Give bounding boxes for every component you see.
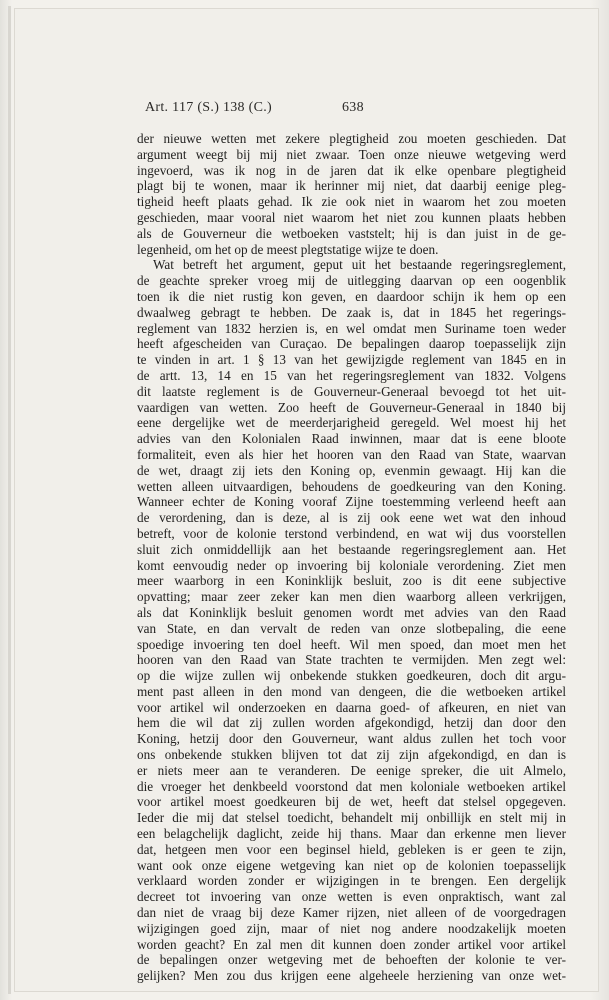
text-line: sluit zich onmiddellijk aan het bestaande regeringsreglement aan. Het [137,541,566,557]
text-line: argument weegt bij mij niet zwaar. Toen onze nieuwe wetgeving werd [137,146,566,162]
text-line: Ieder die mij dat stelsel toedicht, behandelt mij onbillijk en stelt mij in [137,810,566,826]
text-line: decreet tot invoering van onze wetten is even onpraktisch, want zal [137,889,566,905]
text-line: voor artikel moest goedkeuren bij de wet, heeft dat stelsel opgegeven. [137,794,566,810]
article-reference: Art. 117 (S.) 138 (C.) [145,100,273,115]
text-line: van State, en dan vervalt de reden van onze slotbepaling, die eene [137,620,566,636]
text-line: te vinden in art. 1 § 13 van het gewijzigde reglement van 1845 en in [137,352,566,368]
text-line: opvatting; maar zeer zeker kan men dien waarborg alleen verkrijgen, [137,589,566,605]
text-line: als dat Koninklijk besluit genomen wordt met advies van den Raad [137,604,566,620]
text-line: verklaard worden zonder er wijzigingen in te brengen. Een dergelijk [137,873,566,889]
text-line: betreft, voor de kolonie terstond verbindend, en wat wij dus voorstellen [137,525,566,541]
text-line: hem die wil dat zij zullen worden afgekondigd, hetzij dan door den [137,715,566,731]
text-line: plagt bij te wonen, maar ik herinner mij niet, dat daarbij eenige pleg- [137,178,566,194]
text-line: Koning, hetzij door den Gouverneur, want aldus zullen het toch voor [137,731,566,747]
text-line: voor artikel wil onderzoeken en daarna goed- of afkeuren, en niet van [137,699,566,715]
text-line: hooren van den Raad van State trachten te vermijden. Men zegt wel: [137,652,566,668]
body-text [137,131,566,984]
text-line: toen ik die niet rustig kon geven, en daardoor schijn ik hem op een [137,288,566,304]
text-line: ingevoerd, was ik nog in de jaren dat ik elke openbare plegtigheid [137,162,566,178]
page-number: 638 [342,100,364,115]
text-line: legenheid, om het op de meest plegtstatige wijze te doen. [137,241,439,257]
text-line: een belagchelijk daglicht, zeide hij thans. Maar dan erkenne men liever [137,826,566,842]
text-line: wijzigingen goed zijn, maar of niet nog andere noodzakelijk moeten [137,920,566,936]
text-line: komt eenvoudig neder op invoering bij koloniale verordening. Ziet men [137,557,566,573]
text-line: heeft afgescheiden van Curaçao. De bepalingen daarop toepasselijk zijn [137,336,566,352]
text-line: advies van den Kolonialen Raad inwinnen, maar dat is eene bloote [137,431,566,447]
text-line: vaardigen van wetten. Zoo heeft de Gouverneur-Generaal in 1840 bij [137,399,566,415]
text-line: formaliteit, even als hier het hooren van den Raad van State, waarvan [137,446,566,462]
text-line: ment past alleen in den mond van dengeen, die die wetboeken artikel [137,683,566,699]
text-line: op die wijze zullen wij onbekende stukken goedkeuren, doch dit argu- [137,668,566,684]
text-line: dit laatste reglement is de Gouverneur-Generaal bevoegd tot het uit- [137,383,566,399]
text-line: ons onbekende stukken blijven tot dat zij zijn afgekondigd, en dan is [137,747,566,763]
text-line: als de Gouverneur die wetboeken vaststelt; hij is dan juist in de ge- [137,225,566,241]
text-line: meer waarborg in een Koninklijk besluit, zoo is dit eene subjective [137,573,566,589]
text-line: tigheid heeft plaats gehad. Ik zie ook niet in waarom het zou moeten [137,194,566,210]
text-line: eene dergelijke wet de meerderjarigheid geregeld. Wel moest hij het [137,415,566,431]
text-line: de bepalingen onzer wetgeving met de behoeften der kolonie te ver- [137,952,566,968]
text-line: dwaalweg gebragt te hebben. De zaak is, dat in 1845 het regerings- [137,304,566,320]
text-line: dan niet de vraag bij deze Kamer rijzen, niet alleen of de voorgedragen [137,905,566,921]
text-line: worden geacht? En zal men dit kunnen doen zonder artikel voor artikel [137,936,566,952]
page-edge [8,6,11,994]
text-line: de verordening, dan is deze, al is zij ook eene wet wat den inhoud [137,510,566,526]
text-line: de artt. 13, 14 en 15 van het regeringsreglement van 1832. Volgens [137,367,566,383]
text-line: die vroeger het denkbeeld voorstond dat men koloniale wetboeken artikel [137,778,566,794]
text-line: geschieden, maar vooral niet waarom het niet zou kunnen plaats hebben [137,209,566,225]
running-header [145,100,565,120]
text-line: er niets meer aan te veranderen. De eenige spreker, die uit Almelo, [137,762,566,778]
text-line: gelijken? Men zou dus krijgen eene algeheele herziening van onze wet- [137,968,566,984]
text-line: Wanneer echter de Koning vooraf Zijne toestemming verleend heeft aan [137,494,566,510]
text-line: want ook onze eigene wetgeving kan niet op de kolonien toepasselijk [137,857,566,873]
text-line: dat, hetgeen men voor een beginsel hield, gebleken is er geen te zijn, [137,841,566,857]
text-line: spoedige invoering ten doel heeft. Wil men spoed, dan moet men het [137,636,566,652]
text-line: de wet, draagt zij iets den Koning op, evenmin gewaagt. Hij kan die [137,462,566,478]
text-line: Wat betreft het argument, geput uit het bestaande regeringsreglement, [153,257,566,273]
text-line: de geachte spreker vroeg mij de uitlegging daarvan op een oogenblik [137,273,566,289]
text-line: wetten alleen uitvaardigen, behoudens de goedkeuring van den Koning. [137,478,566,494]
text-line: reglement van 1832 herzien is, en wel omdat men Suriname toen weder [137,320,566,336]
text-line: der nieuwe wetten met zekere plegtigheid zou moeten geschieden. Dat [137,131,566,146]
